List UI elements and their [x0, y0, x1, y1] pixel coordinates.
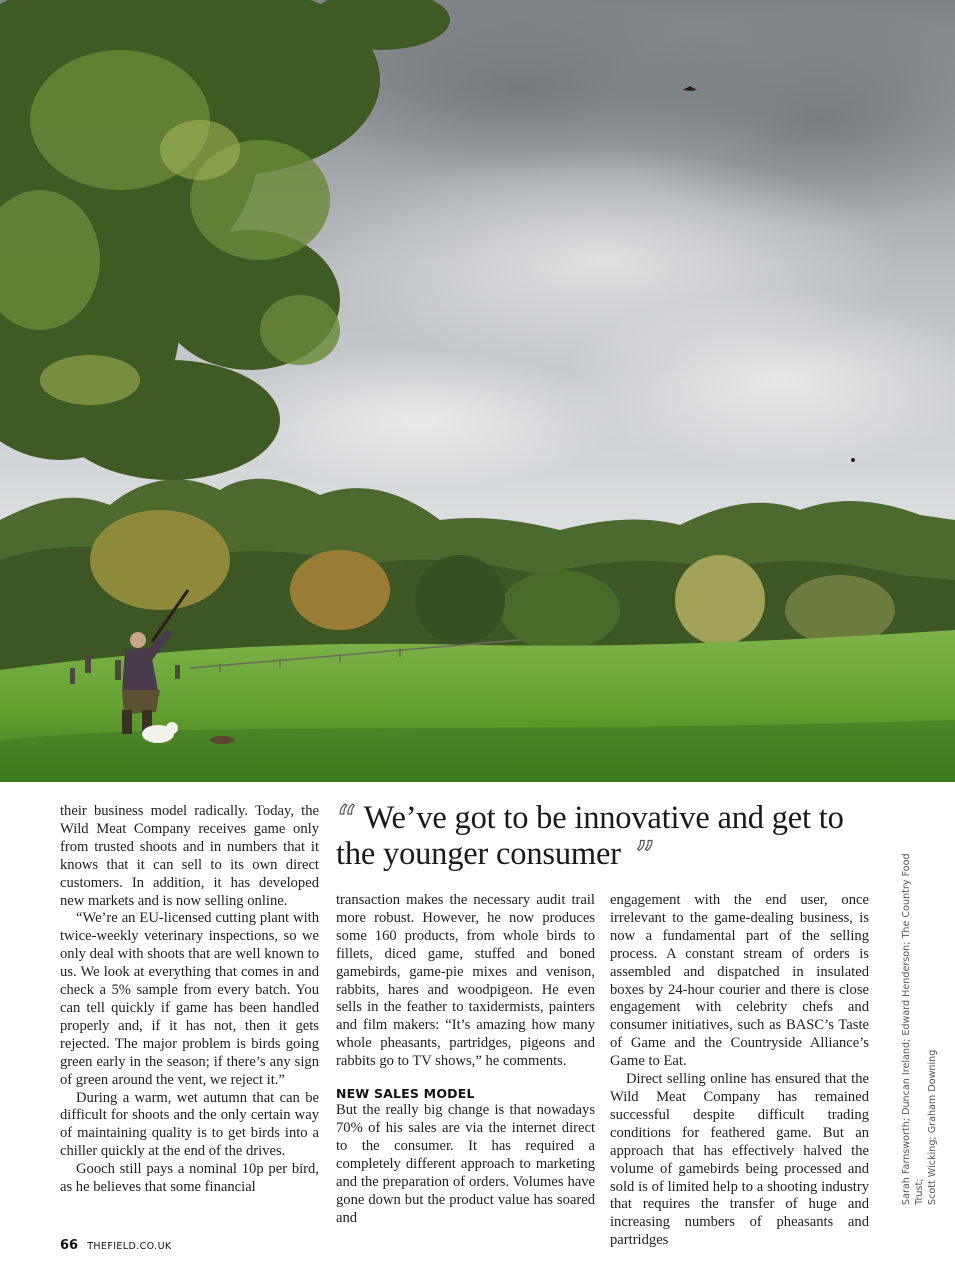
- paragraph: engagement with the end user, once irrelevant to the game-dealing business, is now a fundamental part of the selling process. A constant stream of orders is assembled and dispatched in insulated boxes by 24-hour courier and there is close engagement with celebrity chefs and consumer initiatives, such as BASC’s Taste of Game and the Countryside Alliance’s Game to Eat.: [610, 892, 869, 1070]
- close-quote-icon: ”: [634, 834, 655, 880]
- photo-credit: [900, 830, 939, 1205]
- paragraph: Gooch still pays a nominal 10p per bird, as he believes that some financial: [60, 1161, 319, 1196]
- paragraph: “We’re an EU-licensed cutting plant with twice-weekly veterinary inspections, so we only deal with shoots that are well known to us. We look at everything that comes in and check a 5% sample from every batch. You can tell quickly if game has been handled properly and, if it has not, then it gets rejected. The major problem is birds going green early in the season; if there’s any sign of green around the vent, we reject it.”: [60, 910, 319, 1088]
- page-number: 66: [60, 1238, 79, 1253]
- body-column-2: [336, 892, 595, 1227]
- paragraph: their business model radically. Today, the Wild Meat Company receives game only from trusted shoots and in numbers that it knows that it can sell to its own direct customers. In addition, it has developed new markets and is now selling online.: [60, 803, 319, 909]
- pull-quote: [336, 798, 876, 880]
- open-quote-icon: “: [336, 798, 357, 844]
- photo-credit-line: Scott Wicking; Graham Downing: [927, 1049, 938, 1205]
- site-name: THEFIELD.CO.UK: [87, 1241, 172, 1252]
- paragraph: transaction makes the necessary audit trail more robust. However, he now produces some 160 products, from whole birds to fillets, diced game, stuffed and boned gamebirds, game-pie mixes and venison, rabbits, hares and woodpigeon. He even sells in the feather to taxidermists, painters and film makers: “It’s amazing how many whole pheasants, partridges, pigeons and rabbits go to TV shows,” he comments.: [336, 892, 595, 1070]
- paragraph: But the really big change is that nowadays 70% of his sales are via the internet direct to the consumer. It has required a completely different approach to marketing and the preparation of orders. Volumes have gone down but the product value has soared and: [336, 1102, 595, 1226]
- photo-credit-line: Sarah Farnsworth; Duncan Ireland; Edward Henderson; The Country Food Trust;: [901, 853, 925, 1205]
- page-footer: [60, 1234, 172, 1253]
- pull-quote-text: We’ve got to be innovative and get to the younger consumer: [336, 800, 844, 872]
- body-column-3: [610, 892, 869, 1250]
- section-subhead: NEW SALES MODEL: [336, 1086, 475, 1102]
- paragraph: During a warm, wet autumn that can be difficult for shoots and the only certain way of maintaining quality is to get birds into a chiller quickly at the end of the drives.: [60, 1089, 319, 1160]
- body-column-1: [60, 803, 319, 1197]
- paragraph: Direct selling online has ensured that the Wild Meat Company has remained successful despite difficult trading conditions for feathered game. But an approach that has effectively halved the volume of gamebirds being processed and sold is of limited help to a shooting industry that requires the transfer of huge and increasing numbers of pheasants and partridges: [610, 1071, 869, 1249]
